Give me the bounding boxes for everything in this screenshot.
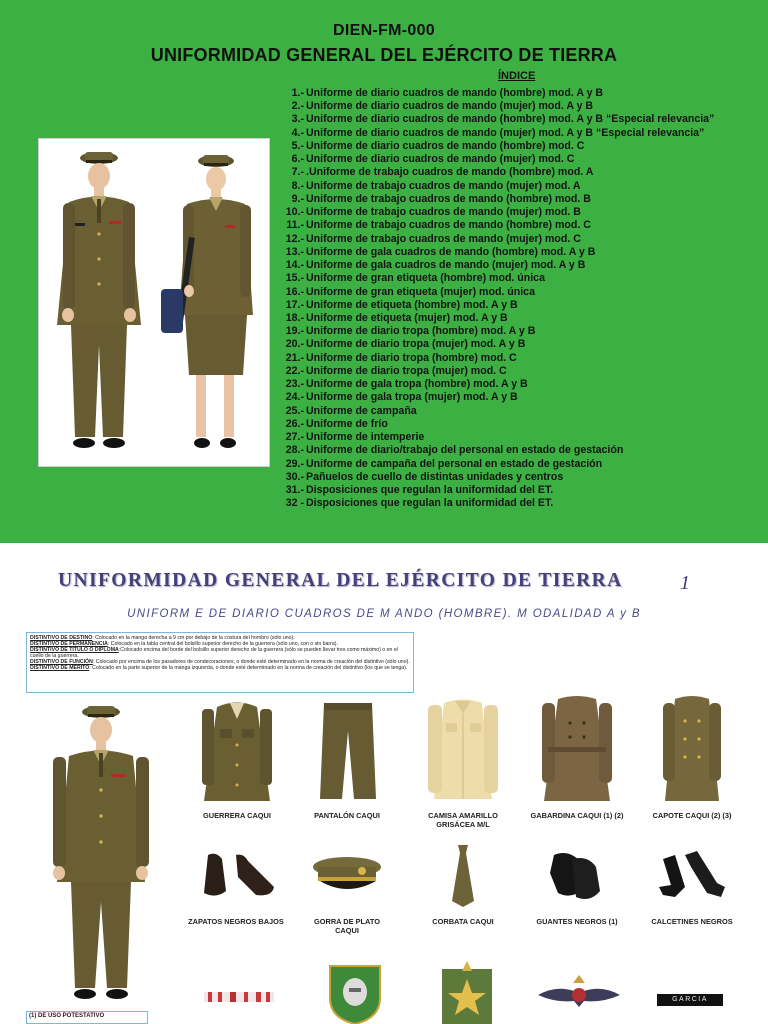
item-label: ZAPATOS NEGROS BAJOS	[188, 917, 284, 926]
insignia-legend-box	[26, 632, 414, 693]
index-entry-number: 22.-	[285, 364, 304, 377]
index-entry	[280, 299, 760, 312]
index-entry-number: 23.-	[285, 378, 304, 391]
index-entry-text: Disposiciones que regulan la uniformidad del ET.	[306, 484, 554, 497]
index-entry	[280, 418, 760, 431]
index-entry	[280, 180, 760, 193]
index-entry-number: 16.-	[285, 285, 304, 298]
index-entry	[280, 259, 760, 272]
document-code: DIEN-FM-000	[333, 22, 435, 39]
legend-entry: DISTINTIVO DE PERMANENCIA: Colocado en la tabla central del bolsillo superior derecho de la guerrera (sólo uno, con o sin barra).	[30, 641, 338, 648]
uniform-photo-pair	[38, 138, 270, 467]
footnote-text: (1) DE USO POTESTATIVO	[29, 1013, 105, 1019]
index-entry	[280, 325, 760, 338]
item-shirt	[418, 695, 508, 835]
index-entry-number: 29.-	[285, 457, 304, 470]
item-label: CORBATA CAQUI	[432, 917, 494, 926]
index-entry	[280, 113, 760, 126]
index-entry-text: Uniforme de etiqueta (mujer) mod. A y B	[306, 311, 508, 324]
medal-ribbon-bar	[204, 989, 274, 1005]
female-officer-figure	[161, 155, 253, 448]
index-entry-text: Uniforme de gala tropa (mujer) mod. A y B	[306, 391, 518, 404]
index-entry	[280, 219, 760, 232]
index-entry-number: 32 -	[285, 497, 304, 510]
index-entry	[280, 140, 760, 153]
index-entry-number: 17.-	[285, 298, 304, 311]
item-tie	[418, 843, 508, 927]
index-entry-number: 30.-	[285, 470, 304, 483]
page-number: 1	[680, 572, 690, 594]
index-entry-number: 7.-	[291, 166, 304, 179]
index-entry-text: Uniforme de trabajo cuadros de mando (mujer) mod. A	[306, 179, 581, 192]
uniform-subtitle: UNIFORM E DE DIARIO CUADROS DE M ANDO (HOMBRE). M ODALIDAD A y B	[127, 608, 641, 620]
index-entry-text: Uniforme de diario tropa (hombre) mod. C	[306, 351, 517, 364]
index-entry-number: 24.-	[285, 391, 304, 404]
index-entry-text: Uniforme de diario cuadros de mando (mujer) mod. A y B	[306, 100, 594, 113]
index-entry-number: 4.-	[291, 126, 304, 139]
name-tag-text: GARCIA	[672, 996, 708, 1003]
index-entry	[280, 87, 760, 100]
item-label: GABARDINA CAQUI (1) (2)	[530, 811, 624, 820]
male-officer-figure	[57, 152, 141, 448]
index-entry	[280, 431, 760, 444]
index-entry-number: 27.-	[285, 431, 304, 444]
index-entry-number: 15.-	[285, 272, 304, 285]
index-entry	[280, 391, 760, 404]
footnote-box	[26, 1011, 148, 1024]
index-entry-number: 14.-	[285, 259, 304, 272]
index-entry-text: Uniforme de diario tropa (hombre) mod. A y B	[306, 325, 536, 338]
index-entry-text: Uniforme de gala cuadros de mando (hombre) mod. A y B	[306, 245, 596, 258]
index-entry-text: Uniforme de diario cuadros de mando (hombre) mod. A y B “Especial relevancia”	[306, 113, 715, 126]
index-entry	[280, 458, 760, 471]
unit-shield-icon	[328, 964, 382, 1024]
item-peaked-cap	[302, 847, 392, 935]
item-jacket	[192, 695, 282, 825]
index-entry	[280, 338, 760, 351]
index-entry	[280, 153, 760, 166]
index-entry-text: .Uniforme de trabajo cuadros de mando (hombre) mod. A	[306, 166, 594, 179]
index-entry-number: 9.-	[291, 192, 304, 205]
officer-uniform-figure	[45, 698, 155, 1013]
index-entry-text: Uniforme de etiqueta (hombre) mod. A y B	[306, 298, 518, 311]
page-title: UNIFORMIDAD GENERAL DEL EJÉRCITO DE TIERRA	[58, 570, 623, 591]
index-entry-number: 10.-	[285, 206, 304, 219]
index-entry-number: 18.-	[285, 311, 304, 324]
index-entry-text: Uniforme de diario tropa (mujer) mod. C	[306, 364, 507, 377]
index-entry-text: Uniforme de campaña del personal en estado de gestación	[306, 457, 603, 470]
legend-entry: DISTINTIVO DE DESTINO: Colocado en la manga derecha a 9 cm por debajo de la costura del hombro (sólo uno).	[30, 635, 295, 641]
star-badge-icon	[440, 961, 494, 1024]
index-entry-number: 6.-	[291, 153, 304, 166]
item-socks	[645, 847, 739, 927]
legend-entry: DISTINTIVO DE FUNCIÓN: Colocado por encima de los pasadores de condecoraciones, o donde esté determinado en la norma de creación del distintivo (sólo uno).	[30, 659, 410, 666]
name-tag	[657, 994, 723, 1006]
index-entry	[280, 365, 760, 378]
index-entry	[280, 378, 760, 391]
index-entry	[280, 312, 760, 325]
index-entry-text: Uniforme de diario cuadros de mando (hombre) mod. C	[306, 139, 585, 152]
index-entry-number: 3.-	[291, 113, 304, 126]
index-entry-text: Disposiciones que regulan la uniformidad del ET.	[306, 497, 554, 510]
index-entry-number: 28.-	[285, 444, 304, 457]
index-entry-text: Uniforme de diario/trabajo del personal en estado de gestación	[306, 444, 624, 457]
item-raincoat	[530, 693, 624, 827]
item-label: GUERRERA CAQUI	[203, 811, 271, 820]
index-entry	[280, 272, 760, 285]
index-entry	[280, 471, 760, 484]
index-entry	[280, 246, 760, 259]
index-entry-text: Uniforme de diario cuadros de mando (hombre) mod. A y B	[306, 87, 604, 99]
index-entry-text: Uniforme de trabajo cuadros de mando (hombre) mod. B	[306, 192, 591, 205]
index-entry-number: 20.-	[285, 338, 304, 351]
item-overcoat	[645, 693, 739, 827]
index-entry-text: Uniforme de gala tropa (hombre) mod. A y B	[306, 378, 528, 391]
index-entry-text: Uniforme de trabajo cuadros de mando (mujer) mod. B	[306, 206, 581, 219]
index-entry	[280, 166, 760, 179]
item-trousers	[302, 695, 392, 825]
legend-entry: DISTINTIVO DE MÉRITO: Colocado en la parte superior de la manga izquierda, o donde esté determinado en la norma de creación del distintivo (los que se tenga).	[30, 665, 408, 672]
index-entry-text: Pañuelos de cuello de distintas unidades y centros	[306, 470, 564, 483]
index-entry-number: 19.-	[285, 325, 304, 338]
item-label: PANTALÓN CAQUI	[314, 811, 380, 820]
index-entry-number: 13.-	[285, 245, 304, 258]
item-label: CAMISA AMARILLO GRISÁCEA M/L	[428, 811, 498, 829]
index-entry	[280, 484, 760, 497]
item-label: CALCETINES NEGROS	[651, 917, 733, 926]
index-entry-number: 2.-	[291, 100, 304, 113]
document-title: UNIFORMIDAD GENERAL DEL EJÉRCITO DE TIERRA	[150, 45, 618, 65]
item-label: CAPOTE CAQUI (2) (3)	[652, 811, 732, 820]
index-entry-number: 25.-	[285, 404, 304, 417]
index-entry	[280, 444, 760, 457]
index-entry-number: 5.-	[291, 139, 304, 152]
index-list	[280, 87, 760, 511]
index-entry-text: Uniforme de campaña	[306, 404, 417, 417]
index-entry-text: Uniforme de diario tropa (mujer) mod. A y B	[306, 338, 526, 351]
index-entry-number: 8.-	[291, 179, 304, 192]
index-entry	[280, 193, 760, 206]
item-label: GORRA DE PLATO CAQUI	[314, 917, 380, 935]
index-entry	[280, 206, 760, 219]
index-entry-text: Uniforme de frío	[306, 417, 388, 430]
index-entry	[280, 352, 760, 365]
uniform-detail-page	[0, 543, 768, 1024]
item-label: GUANTES NEGROS (1)	[536, 917, 618, 926]
index-entry-text: Uniforme de trabajo cuadros de mando (mujer) mod. C	[306, 232, 581, 245]
index-entry-text: Uniforme de gran etiqueta (mujer) mod. única	[306, 285, 535, 298]
index-entry-number: 12.-	[285, 232, 304, 245]
legend-entry: DISTINTIVO DE TÍTULO O DIPLOMA:Colocado encima del borde del bolsillo superior derecho de la guerrera (sólo se pueden llevar tres como máximo) o en el cuello de la guerrera.	[30, 647, 398, 660]
item-shoes	[186, 847, 286, 927]
index-entry	[280, 405, 760, 418]
index-entry	[280, 127, 760, 140]
index-entry-text: Uniforme de diario cuadros de mando (mujer) mod. C	[306, 153, 575, 166]
index-entry	[280, 497, 760, 510]
wings-badge-icon	[536, 973, 622, 1013]
index-entry	[280, 233, 760, 246]
index-entry-number: 1.-	[291, 87, 304, 99]
index-entry	[280, 286, 760, 299]
index-entry-number: 31.-	[285, 484, 304, 497]
index-entry-text: Uniforme de trabajo cuadros de mando (hombre) mod. C	[306, 219, 591, 232]
index-entry-text: Uniforme de diario cuadros de mando (mujer) mod. A y B “Especial relevancia”	[306, 126, 705, 139]
index-entry-text: Uniforme de gran etiqueta (hombre) mod. única	[306, 272, 545, 285]
index-entry-number: 21.-	[285, 351, 304, 364]
index-entry-number: 11.-	[286, 219, 304, 232]
index-heading: ÍNDICE	[498, 70, 536, 82]
item-gloves	[530, 847, 624, 927]
index-entry-text: Uniforme de intemperie	[306, 431, 425, 444]
index-entry-text: Uniforme de gala cuadros de mando (mujer) mod. A y B	[306, 259, 586, 272]
index-entry	[280, 100, 760, 113]
index-entry-number: 26.-	[285, 417, 304, 430]
